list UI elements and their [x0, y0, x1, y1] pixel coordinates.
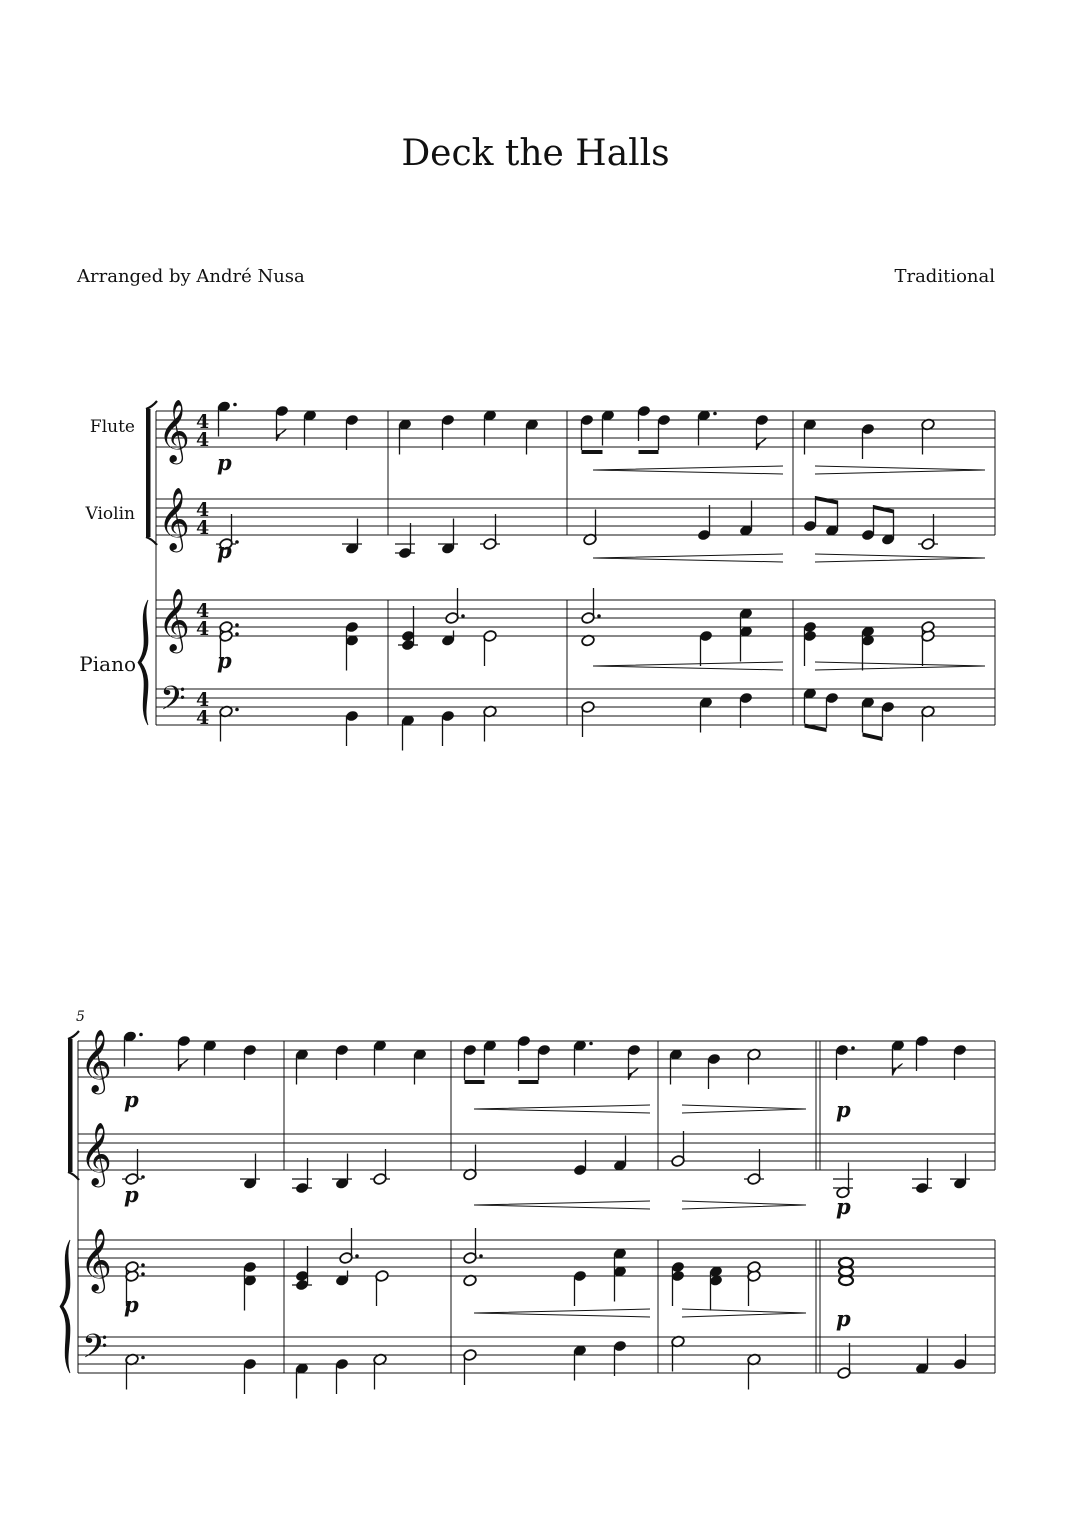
flute-staff-2 — [78, 1041, 995, 1077]
decrescendo-hairpin — [815, 662, 985, 670]
time-signature-top: 4 — [196, 689, 210, 711]
dynamic-piano: p — [836, 1097, 851, 1122]
time-signature-bottom: 4 — [196, 429, 210, 451]
notehead — [839, 1267, 853, 1276]
treble-clef: 𝄞 — [80, 1029, 112, 1092]
piano-bass-staff-2 — [78, 1337, 995, 1373]
time-signature-top: 4 — [196, 499, 210, 521]
crescendo-hairpin — [593, 662, 783, 670]
augmentation-dot — [479, 1254, 483, 1258]
augmentation-dot — [141, 1356, 145, 1360]
augmentation-dot — [141, 1272, 145, 1276]
bass-clef: 𝄢 — [160, 680, 186, 726]
beam — [863, 733, 883, 742]
treble-clef: 𝄞 — [158, 399, 190, 462]
measure-number: 5 — [76, 1009, 85, 1025]
treble-clef: 𝄞 — [80, 1122, 112, 1185]
crescendo-hairpin — [474, 1105, 650, 1113]
bracket-top-hook — [146, 401, 157, 409]
dynamic-piano: p — [124, 1182, 139, 1207]
dynamic-piano: p — [124, 1087, 139, 1112]
augmentation-dot — [235, 623, 239, 627]
crescendo-hairpin — [474, 1201, 650, 1209]
arranger-credit: Arranged by André Nusa — [77, 266, 305, 287]
augmentation-dot — [589, 1042, 593, 1046]
piano-brace — [60, 1240, 70, 1373]
time-signature-bottom: 4 — [196, 618, 210, 640]
beam — [874, 505, 894, 514]
augmentation-dot — [597, 614, 601, 618]
beam — [639, 450, 659, 454]
augmentation-dot — [713, 412, 717, 416]
decrescendo-hairpin — [682, 1201, 806, 1209]
eighth-flag — [757, 438, 767, 450]
dynamic-piano: p — [217, 538, 232, 563]
dynamic-piano: p — [217, 450, 232, 475]
crescendo-hairpin — [593, 466, 783, 474]
time-signature-bottom: 4 — [196, 517, 210, 539]
crescendo-hairpin — [474, 1309, 650, 1317]
bass-clef: 𝄢 — [82, 1328, 108, 1374]
treble-clef: 𝄞 — [80, 1228, 112, 1291]
piano-bass-staff — [156, 689, 995, 725]
eighth-flag — [277, 429, 287, 441]
piano-treble-staff-2 — [78, 1240, 995, 1276]
time-signature-top: 4 — [196, 411, 210, 433]
score-title: Deck the Halls — [401, 133, 670, 174]
treble-clef: 𝄞 — [158, 487, 190, 550]
dynamic-piano: p — [836, 1306, 851, 1331]
augmentation-dot — [235, 540, 239, 544]
dynamic-piano: p — [124, 1292, 139, 1317]
dynamic-piano: p — [836, 1194, 851, 1219]
crescendo-hairpin — [593, 554, 783, 562]
composer-credit: Traditional — [894, 266, 995, 287]
decrescendo-hairpin — [682, 1309, 806, 1317]
decrescendo-hairpin — [815, 466, 985, 474]
staff-group-bracket — [146, 409, 151, 537]
beam — [519, 1080, 539, 1084]
beam — [465, 1080, 485, 1084]
time-signature-bottom: 4 — [196, 707, 210, 729]
augmentation-dot — [851, 1046, 855, 1050]
augmentation-dot — [141, 1175, 145, 1179]
bracket-top-hook — [68, 1031, 79, 1039]
staff-group-bracket — [68, 1039, 73, 1172]
violin-staff-2 — [78, 1134, 995, 1170]
treble-clef: 𝄞 — [158, 588, 190, 651]
instrument-label-piano: Piano — [79, 652, 136, 676]
instrument-label-flute: Flute — [89, 417, 135, 437]
time-signature-top: 4 — [196, 600, 210, 622]
notehead — [839, 1258, 853, 1267]
beam — [582, 450, 603, 454]
piano-brace — [138, 600, 148, 725]
instrument-label-violin: Violin — [85, 504, 135, 524]
eighth-flag — [893, 1064, 903, 1076]
augmentation-dot — [355, 1254, 359, 1258]
augmentation-dot — [139, 1033, 143, 1037]
augmentation-dot — [235, 708, 239, 712]
augmentation-dot — [235, 632, 239, 636]
violin-staff — [156, 499, 995, 535]
decrescendo-hairpin — [682, 1105, 806, 1113]
beam — [816, 496, 838, 505]
eighth-flag — [179, 1059, 189, 1071]
notehead — [839, 1276, 853, 1285]
dynamic-piano: p — [217, 648, 232, 673]
augmentation-dot — [461, 614, 465, 618]
decrescendo-hairpin — [815, 554, 985, 562]
eighth-flag — [629, 1068, 639, 1080]
bracket-bottom-hook — [68, 1172, 79, 1180]
augmentation-dot — [141, 1263, 145, 1267]
augmentation-dot — [233, 403, 237, 407]
bracket-bottom-hook — [146, 537, 157, 545]
